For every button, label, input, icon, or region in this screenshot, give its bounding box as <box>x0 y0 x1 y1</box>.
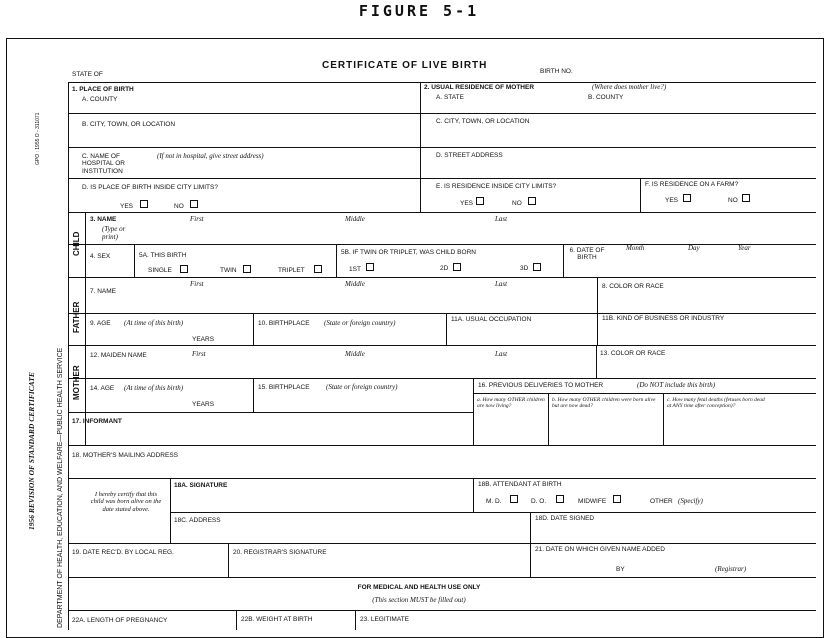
mother-age-note: (At time of this birth) <box>124 384 184 392</box>
gpo-label: GPO : 1955 O - 311071 <box>35 112 41 165</box>
residence-city-label: C. CITY, TOWN, OR LOCATION <box>436 118 530 125</box>
county-label: A. COUNTY <box>82 96 118 103</box>
children-dead-label: b. How many OTHER children were born alive but are now dead? <box>552 397 656 410</box>
yes-checkbox-2f[interactable] <box>683 194 691 202</box>
yes-checkbox-1d[interactable] <box>140 200 148 208</box>
child-section-label: CHILD <box>72 231 81 256</box>
residence-farm-label: F. IS RESIDENCE ON A FARM? <box>645 181 739 188</box>
child-middle-label: Middle <box>345 215 365 223</box>
date-of-birth-label: 6. DATE OF BIRTH <box>569 247 605 262</box>
father-middle-label: Middle <box>345 280 365 288</box>
specify-note: (Specify) <box>678 497 703 505</box>
this-birth-label: 5A. THIS BIRTH <box>139 252 187 259</box>
by-label: BY <box>616 566 625 573</box>
usual-residence-label: 2. USUAL RESIDENCE OF MOTHER <box>424 84 535 91</box>
mother-first-label: First <box>192 350 206 358</box>
attendant-address-label: 18C. ADDRESS <box>174 517 221 524</box>
form-title: CERTIFICATE OF LIVE BIRTH <box>322 60 488 71</box>
triplet-label: TRIPLET <box>278 267 305 274</box>
yes-label-1d: YES <box>120 203 134 210</box>
fetal-deaths-label: c. How many fetal deaths (fetuses born dead at ANY time after conception)? <box>667 397 765 410</box>
signature-label: 18A. SIGNATURE <box>174 482 228 489</box>
mother-last-label: Last <box>495 350 508 358</box>
city-town-label: B. CITY, TOWN, OR LOCATION <box>82 121 176 128</box>
mother-age-label: 14. AGE <box>90 385 115 392</box>
year-label: Year <box>738 244 751 252</box>
no-label-1d: NO <box>174 203 184 210</box>
midwife-checkbox[interactable] <box>613 495 621 503</box>
twin-checkbox[interactable] <box>243 265 251 273</box>
do-label: D. O. <box>531 498 547 505</box>
father-first-label: First <box>190 280 204 288</box>
date-received-label: 19. DATE REC'D. BY LOCAL REG. <box>72 549 174 556</box>
date-signed-label: 18D. DATE SIGNED <box>535 515 595 522</box>
yes-label-2f: YES <box>665 197 679 204</box>
yes-label-2e: YES <box>460 200 474 207</box>
sex-label: 4. SEX <box>90 253 111 260</box>
first-born-label: 1ST <box>349 266 361 273</box>
state-of-label: STATE OF <box>72 71 103 78</box>
father-birthplace-label: 10. BIRTHPLACE <box>258 320 310 327</box>
twin-triplet-order-label: 5B. IF TWIN OR TRIPLET, WAS CHILD BORN <box>341 249 476 256</box>
mother-middle-label: Middle <box>345 350 365 358</box>
birth-weight-label: 22B. WEIGHT AT BIRTH <box>241 616 313 623</box>
no-checkbox-1d[interactable] <box>190 200 198 208</box>
no-label-2e: NO <box>512 200 522 207</box>
place-of-birth-label: 1. PLACE OF BIRTH <box>72 86 134 93</box>
medical-section-title: FOR MEDICAL AND HEALTH USE ONLY <box>357 584 481 591</box>
maiden-name-label: 12. MAIDEN NAME <box>90 352 147 359</box>
birth-no-label: BIRTH NO. <box>540 68 573 75</box>
md-checkbox[interactable] <box>510 495 518 503</box>
children-living-label: a. How many OTHER children are now living? <box>477 397 545 410</box>
third-born-checkbox[interactable] <box>533 263 541 271</box>
no-checkbox-2e[interactable] <box>528 197 536 205</box>
mother-years-label: YEARS <box>192 401 215 408</box>
registrar-note: (Registrar) <box>715 565 747 573</box>
medical-section-note: (This section MUST be filled out) <box>372 596 466 604</box>
hospital-name-label: C. NAME OF HOSPITAL OR INSTITUTION <box>82 153 125 175</box>
revision-label: 1956 REVISION OF STANDARD CERTIFICATE <box>27 372 36 530</box>
no-label-2f: NO <box>728 197 738 204</box>
department-label: DEPARTMENT OF HEALTH, EDUCATION, AND WELFARE—PUBLIC HEALTH SERVICE <box>57 347 64 628</box>
mother-birthplace-note: (State or foreign country) <box>326 383 398 391</box>
hospital-note: (If not in hospital, give street address) <box>157 152 264 160</box>
mother-color-race-label: 13. COLOR OR RACE <box>600 350 666 357</box>
certification-text: I hereby certify that this child was born alive on the date stated above. <box>90 491 162 513</box>
registrar-signature-label: 20. REGISTRAR'S SIGNATURE <box>233 549 327 556</box>
previous-deliveries-label: 16. PREVIOUS DELIVERIES TO MOTHER <box>478 382 604 389</box>
father-section-label: FATHER <box>72 301 81 333</box>
second-born-checkbox[interactable] <box>453 263 461 271</box>
father-color-race-label: 8. COLOR OR RACE <box>602 283 664 290</box>
third-born-label: 3D <box>520 265 529 272</box>
second-born-label: 2D <box>440 265 449 272</box>
usual-occupation-label: 11A. USUAL OCCUPATION <box>451 316 532 323</box>
pregnancy-length-label: 22A. LENGTH OF PREGNANCY <box>72 617 168 624</box>
informant-label: 17. INFORMANT <box>72 418 122 425</box>
father-years-label: YEARS <box>192 336 215 343</box>
legitimate-label: 23. LEGITIMATE <box>360 616 410 623</box>
previous-deliveries-note: (Do NOT include this birth) <box>637 381 716 389</box>
single-label: SINGLE <box>148 267 172 274</box>
twin-label: TWIN <box>220 267 237 274</box>
inside-city-limits-label: D. IS PLACE OF BIRTH INSIDE CITY LIMITS? <box>82 184 218 191</box>
child-first-label: First <box>190 215 204 223</box>
month-label: Month <box>626 244 645 252</box>
do-checkbox[interactable] <box>556 495 564 503</box>
residence-state-label: A. STATE <box>436 94 464 101</box>
usual-residence-note: (Where does mother live?) <box>592 83 667 91</box>
mailing-address-label: 18. MOTHER'S MAILING ADDRESS <box>72 452 178 459</box>
child-name-note: (Type or print) <box>102 225 126 242</box>
business-industry-label: 11B. KIND OF BUSINESS OR INDUSTRY <box>602 315 725 322</box>
single-checkbox[interactable] <box>180 265 188 273</box>
yes-checkbox-2e[interactable] <box>476 197 484 205</box>
father-age-label: 9. AGE <box>90 320 111 327</box>
residence-county-label: B. COUNTY <box>588 94 624 101</box>
given-name-date-label: 21. DATE ON WHICH GIVEN NAME ADDED <box>535 546 665 553</box>
child-name-label: 3. NAME <box>90 216 117 223</box>
mother-section-label: MOTHER <box>72 365 81 400</box>
day-label: Day <box>688 244 700 252</box>
child-last-label: Last <box>495 215 508 223</box>
mother-birthplace-label: 15. BIRTHPLACE <box>258 384 310 391</box>
street-address-label: D. STREET ADDRESS <box>436 152 503 159</box>
other-label: OTHER <box>650 498 673 505</box>
midwife-label: MIDWIFE <box>578 498 607 505</box>
no-checkbox-2f[interactable] <box>742 194 750 202</box>
first-born-checkbox[interactable] <box>366 263 374 271</box>
figure-label: FIGURE 5-1 <box>358 2 480 20</box>
triplet-checkbox[interactable] <box>314 265 322 273</box>
md-label: M. D. <box>486 498 502 505</box>
father-age-note: (At time of this birth) <box>124 319 184 327</box>
attendant-label: 18B. ATTENDANT AT BIRTH <box>478 481 562 488</box>
father-name-label: 7. NAME <box>90 288 117 295</box>
residence-city-limits-label: E. IS RESIDENCE INSIDE CITY LIMITS? <box>436 183 557 190</box>
father-last-label: Last <box>495 280 508 288</box>
father-birthplace-note: (State or foreign country) <box>324 319 396 327</box>
